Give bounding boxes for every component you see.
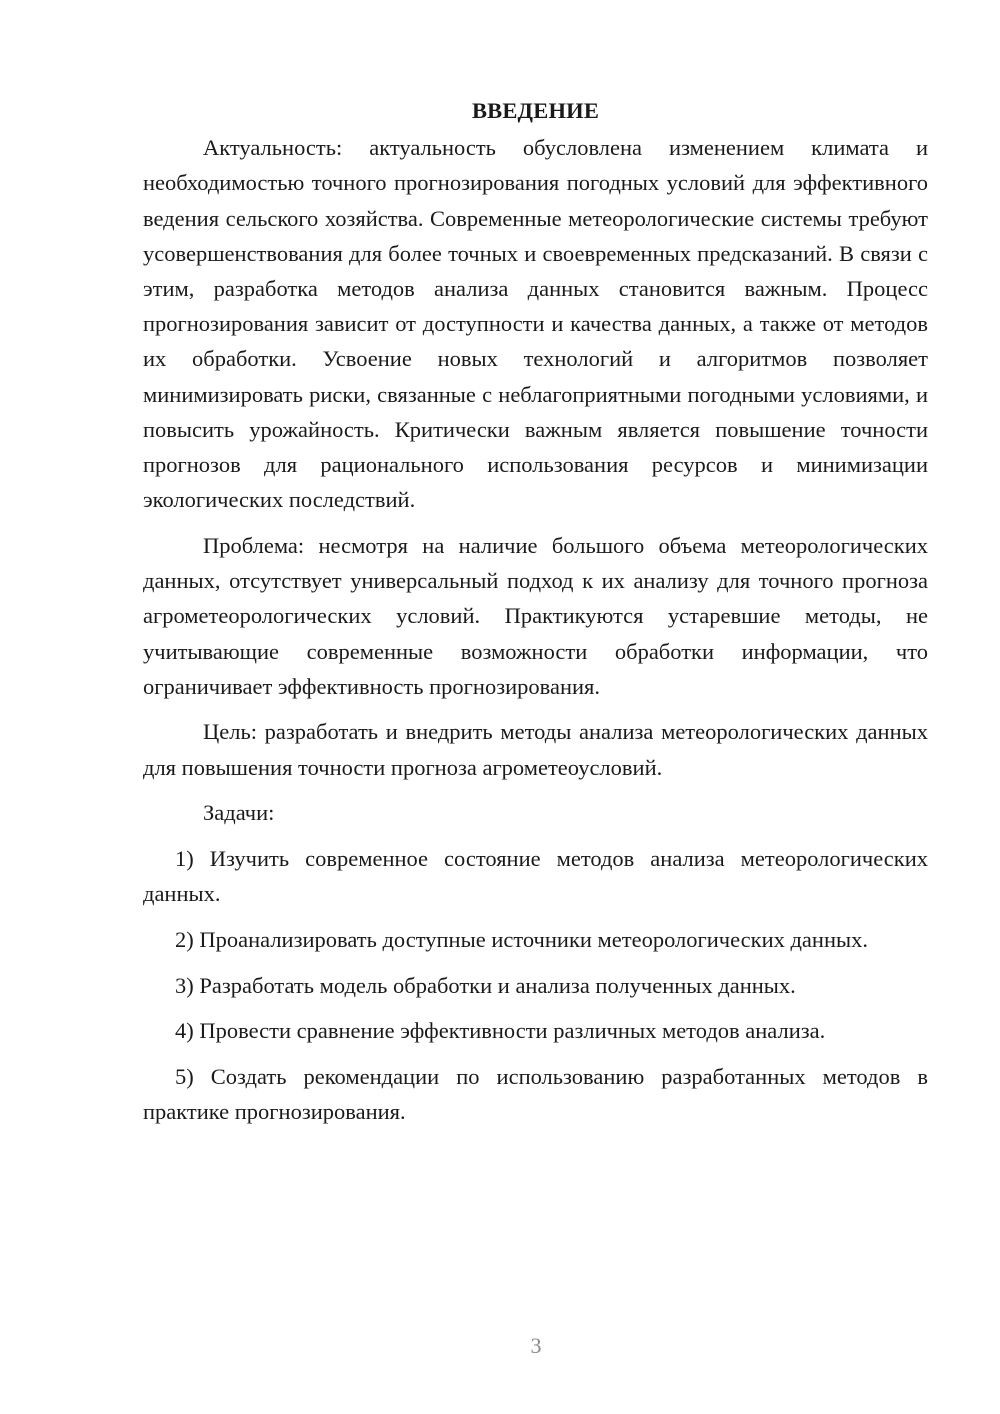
tasks-label: Задачи: — [203, 800, 275, 826]
page-number: 3 — [530, 1333, 542, 1358]
task-item: 3) Разработать модель обработки и анализа полученных данных. — [175, 972, 796, 998]
task-item: 5) Создать рекомендации по использованию разработанных методов в практике прогнозирования. — [143, 1064, 928, 1125]
problem-paragraph: Проблема: несмотря на наличие большого объема метеорологических данных, отсутствует универсальный подход к их анализу для точного прогноза агрометеорологических условий. Практикуются устаревшие методы, не учитывающие современные возможности обработки информации, что ограничивает эффективность прогнозирования. — [143, 532, 928, 699]
task-item: 4) Провести сравнение эффективности различных методов анализа. — [175, 1018, 826, 1044]
relevance-paragraph: Актуальность: актуальность обусловлена изменением климата и необходимостью точного прогнозирования погодных условий для эффективного ведения сельского хозяйства. Современные метеорологические системы требуют усовершенствования для более точных и своевременных предсказаний. В связи с этим, разработка методов анализа данных становится важным. Процесс прогнозирования зависит от доступности и качества данных, а также от методов их обработки. Усвоение новых технологий и алгоритмов позволяет минимизировать риски, связанные с неблагоприятными погодными условиями, и повысить урожайность. Критически важным является повышение точности прогнозов для рационального использования ресурсов и минимизации экологических последствий. — [143, 135, 928, 513]
goal-paragraph: Цель: разработать и внедрить методы анализа метеорологических данных для повышения точности прогноза агрометеоусловий. — [143, 719, 928, 780]
section-heading: ВВЕДЕНИЕ — [471, 98, 600, 123]
task-item: 2) Проанализировать доступные источники метеорологических данных. — [175, 926, 868, 952]
task-item: 1) Изучить современное состояние методов анализа метеорологических данных. — [143, 846, 928, 907]
page-content — [143, 93, 928, 1140]
